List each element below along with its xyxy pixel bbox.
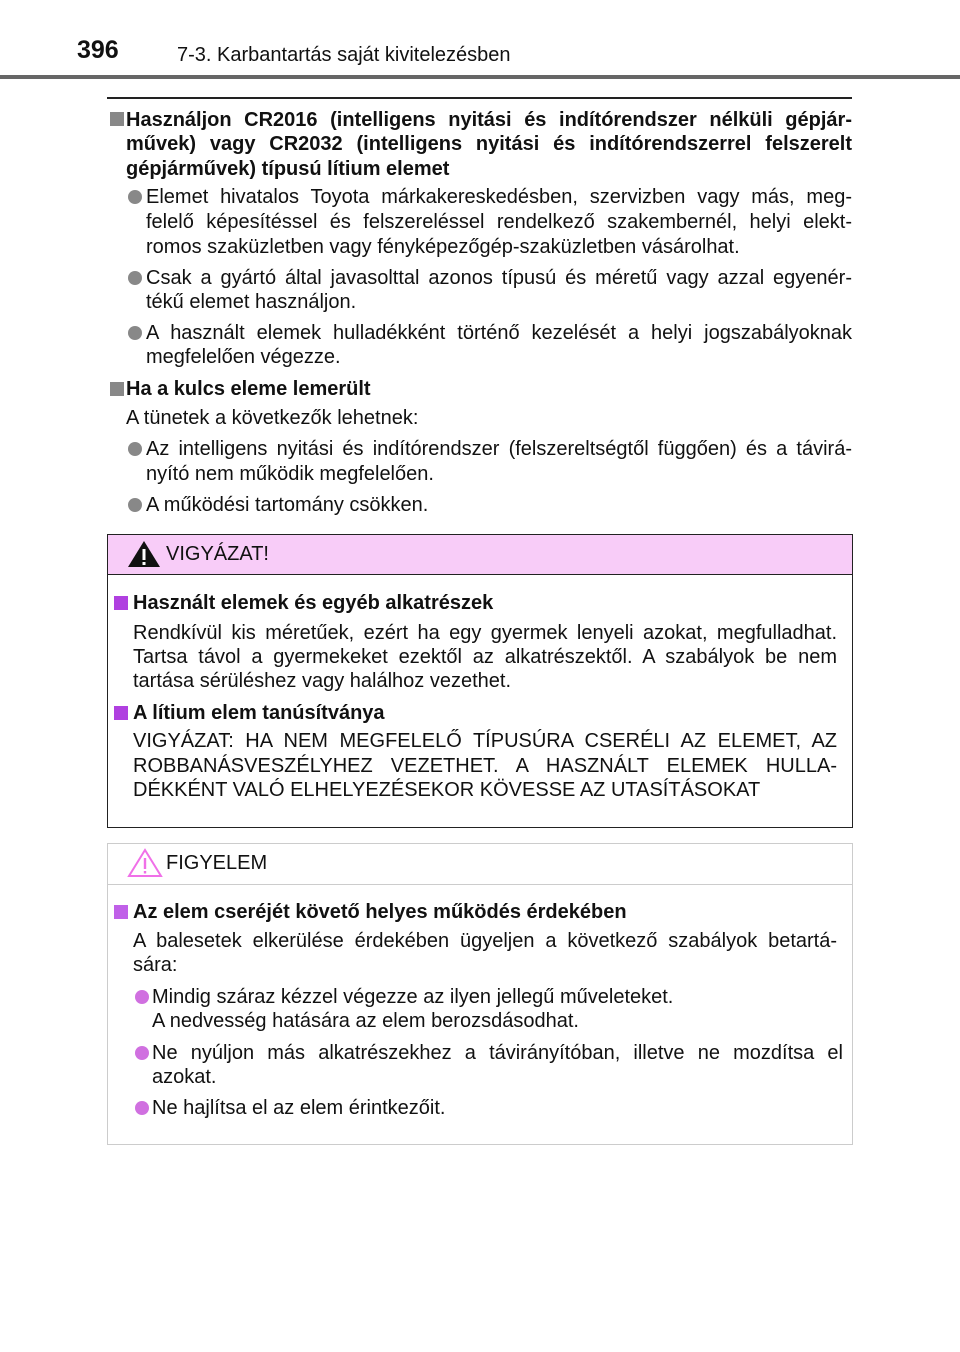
bullet-text: A működési tartomány csökken. xyxy=(146,494,429,516)
caution-text: DÉKKÉNT VALÓ ELHELYEZÉSEKOR KÖVESSE AZ UTASÍTÁSOKAT xyxy=(133,779,761,801)
bullet-text: A nedvesség hatására az elem berozsdásodhat. xyxy=(152,1010,579,1032)
bullet-icon xyxy=(135,1101,149,1115)
notice-text: sára: xyxy=(133,954,178,976)
caution-title: VIGYÁZAT! xyxy=(166,543,269,565)
bullet-text: felelő képesítéssel és felszereléssel rendelkező szakembernél, helyi elekt- xyxy=(146,211,852,233)
section-title: 7-3. Karbantartás saját kivitelezésben xyxy=(177,44,511,66)
bullet-text: Csak a gyártó által javasolttal azonos típusú és méretű vagy azzal egyenér- xyxy=(146,267,852,289)
warning-icon xyxy=(127,540,161,568)
caution-heading: Használt elemek és egyéb alkatrészek xyxy=(133,592,494,614)
bullet-icon xyxy=(128,442,142,456)
heading-square-icon xyxy=(114,706,128,720)
caution-text: VIGYÁZAT: HA NEM MEGFELELŐ TÍPUSÚRA CSERÉLI AZ ELEMET, AZ xyxy=(133,730,837,752)
bullet-text: Ne hajlítsa el az elem érintkezőit. xyxy=(152,1097,446,1119)
header-rule xyxy=(0,75,960,79)
caution-outline-icon xyxy=(127,848,163,878)
caution-text: Tartsa távol a gyermekeket ezektől az alkatrészektől. A szabályok be nem xyxy=(133,646,837,668)
bullet-text: Elemet hivatalos Toyota márkakereskedésben, szervizben vagy más, meg- xyxy=(146,186,852,208)
bullet-icon xyxy=(128,498,142,512)
heading-line: művek) vagy CR2032 (intelligens nyitási és indítórendszerrel felszerelt xyxy=(126,133,852,155)
bullet-text: Ne nyúljon más alkatrészekhez a távirányítóban, illetve ne mozdítsa el xyxy=(152,1042,843,1064)
bullet-icon xyxy=(128,326,142,340)
bullet-icon xyxy=(128,190,142,204)
caution-text: Rendkívül kis méretűek, ezért ha egy gyermek lenyeli azokat, megfulladhat. xyxy=(133,622,837,644)
caution-text: ROBBANÁSVESZÉLYHEZ VEZETHET. A HASZNÁLT ELEMEK HULLA- xyxy=(133,755,837,777)
heading-square-icon xyxy=(114,596,128,610)
caution-heading: A lítium elem tanúsítványa xyxy=(133,702,385,724)
bullet-icon xyxy=(128,271,142,285)
caution-text: tartása sérüléshez vagy halálhoz vezethet. xyxy=(133,670,511,692)
bullet-text: A használt elemek hulladékként történő kezelését a helyi jogszabályoknak xyxy=(146,322,852,344)
notice-header xyxy=(108,844,852,885)
bullet-icon xyxy=(135,990,149,1004)
intro-text: A tünetek a következők lehetnek: xyxy=(126,407,419,429)
heading-square-icon xyxy=(114,905,128,919)
notice-heading: Az elem cseréjét követő helyes működés érdekében xyxy=(133,901,627,923)
heading-square-icon xyxy=(110,112,124,126)
heading-square-icon xyxy=(110,382,124,396)
heading: Ha a kulcs eleme lemerült xyxy=(126,378,371,400)
heading-line: Használjon CR2016 (intelligens nyitási és indítórendszer nélküli gépjár- xyxy=(126,109,852,131)
bullet-text: Mindig száraz kézzel végezze az ilyen jellegű műveleteket. xyxy=(152,986,674,1008)
bullet-text: romos szaküzletben vagy fényképezőgép-szaküzletben vásárolhat. xyxy=(146,236,740,258)
bullet-text: azokat. xyxy=(152,1066,217,1088)
bullet-icon xyxy=(135,1046,149,1060)
caution-header xyxy=(108,535,852,575)
bullet-text: tékű elemet használjon. xyxy=(146,291,357,313)
page-number: 396 xyxy=(77,36,119,64)
bullet-text: Az intelligens nyitási és indítórendszer (felszereltségtől függően) és a távirá- xyxy=(146,438,852,460)
heading-line: gépjárművek) típusú lítium elemet xyxy=(126,158,450,180)
section-rule xyxy=(107,97,852,99)
bullet-text: megfelelően végezze. xyxy=(146,346,341,368)
bullet-text: nyító nem működik megfelelően. xyxy=(146,463,434,485)
notice-title: FIGYELEM xyxy=(166,852,268,874)
notice-text: A balesetek elkerülése érdekében ügyeljen a következő szabályok betartá- xyxy=(133,930,837,952)
